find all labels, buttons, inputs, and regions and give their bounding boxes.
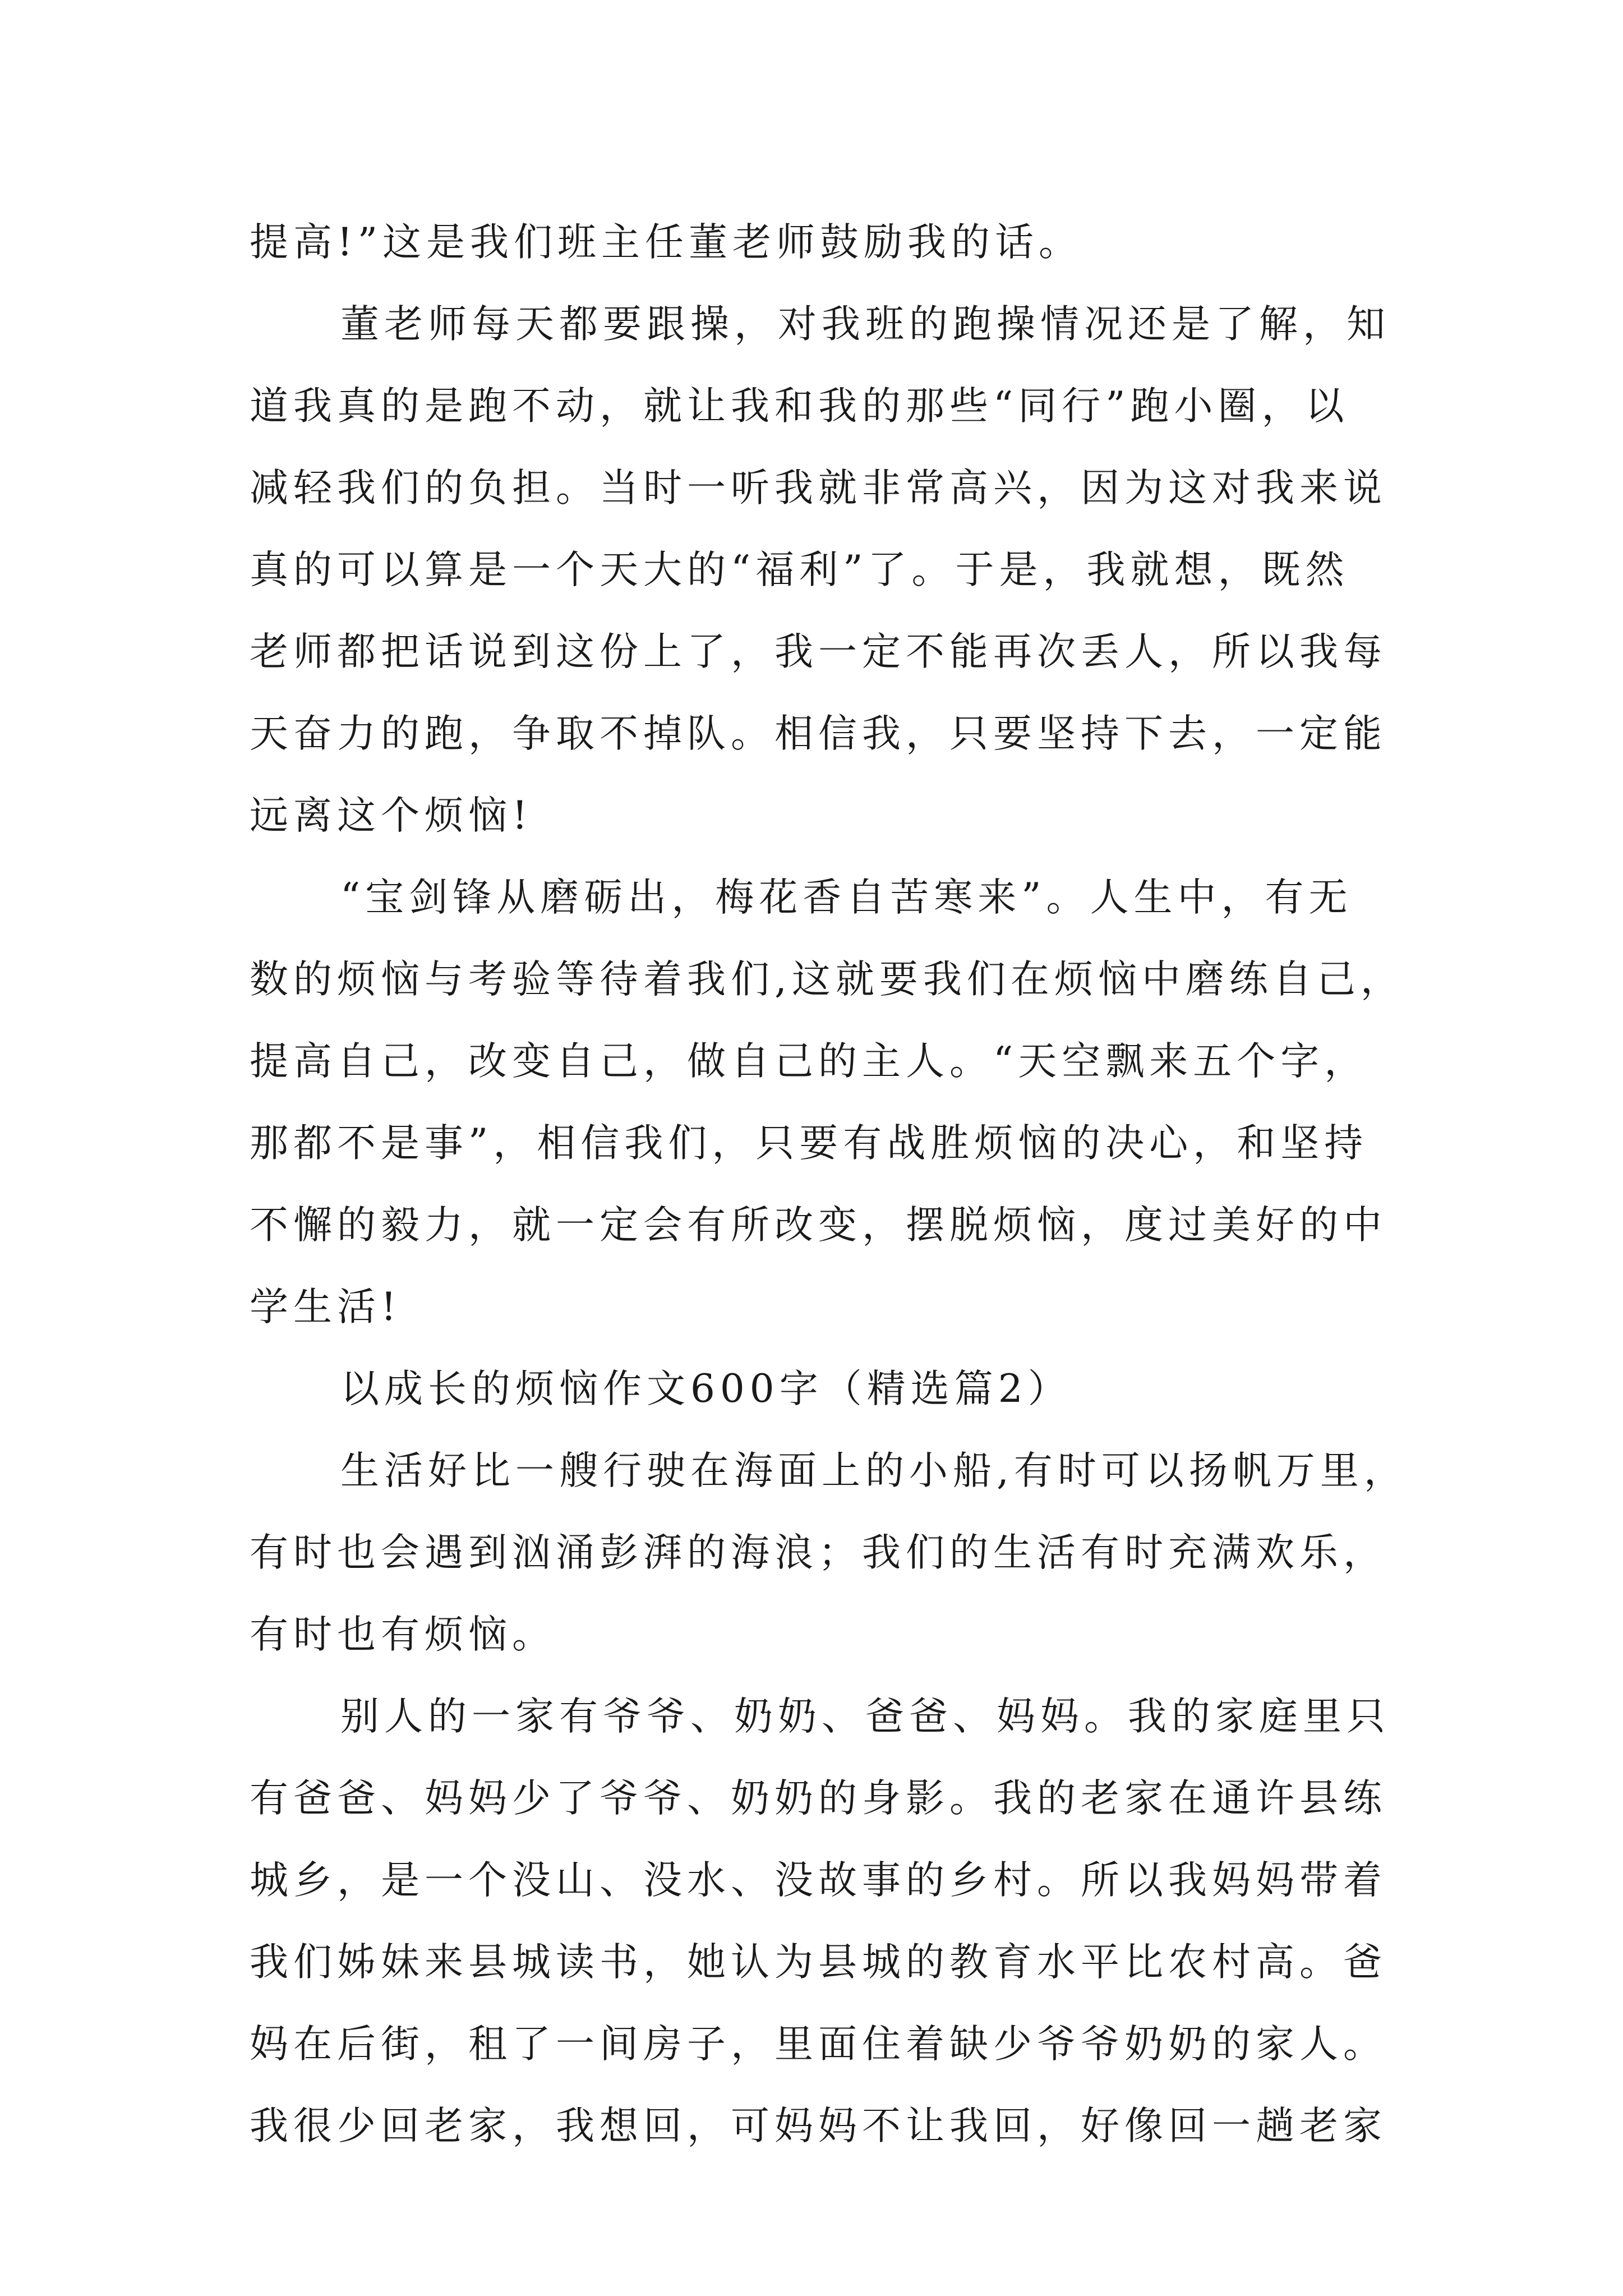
text-line-14: 学生活! [250, 1285, 402, 1329]
text-line-19: 别人的一家有爷爷、奶奶、爸爸、妈妈。我的家庭里只 [340, 1694, 1390, 1739]
text-line-7: 天奋力的跑，争取不掉队。相信我，只要坚持下去，一定能 [250, 711, 1387, 756]
text-line-21: 城乡，是一个没山、没水、没故事的乡村。所以我妈妈带着 [250, 1858, 1387, 1903]
text-line-10: 数的烦恼与考验等待着我们,这就要我们在烦恼中磨练自己， [250, 957, 1404, 1002]
text-line-13: 不懈的毅力，就一定会有所改变，摆脱烦恼，度过美好的中 [250, 1203, 1387, 1248]
text-line-3: 道我真的是跑不动，就让我和我的那些“同行”跑小圈，以 [250, 384, 1349, 429]
text-line-11: 提高自己，改变自己，做自己的主人。“天空飘来五个字， [250, 1039, 1368, 1084]
text-line-17: 有时也会遇到汹涌彭湃的海浪；我们的生活有时充满欢乐， [250, 1530, 1387, 1575]
text-line-1: 提高!”这是我们班主任董老师鼓励我的话。 [250, 220, 1083, 265]
text-line-9: “宝剑锋从磨砺出，梅花香自苦寒来”。人生中，有无 [340, 875, 1353, 920]
text-line-22: 我们姊妹来县城读书，她认为县城的教育水平比农村高。爸 [250, 1940, 1387, 1985]
text-line-8: 远离这个烦恼! [250, 793, 533, 838]
text-line-20: 有爸爸、妈妈少了爷爷、奶奶的身影。我的老家在通许县练 [250, 1776, 1387, 1821]
text-line-16: 生活好比一艘行驶在海面上的小船,有时可以扬帆万里， [340, 1448, 1408, 1493]
text-line-6: 老师都把话说到这份上了，我一定不能再次丢人，所以我每 [250, 629, 1387, 674]
section-heading: 以成长的烦恼作文600字（精选篇2） [340, 1366, 1072, 1411]
text-line-12: 那都不是事”，相信我们，只要有战胜烦恼的决心，和坚持 [250, 1121, 1368, 1166]
text-line-5: 真的可以算是一个天大的“福利”了。于是，我就想，既然 [250, 547, 1349, 592]
text-line-24: 我很少回老家，我想回，可妈妈不让我回，好像回一趟老家 [250, 2104, 1387, 2148]
text-line-4: 减轻我们的负担。当时一听我就非常高兴，因为这对我来说 [250, 466, 1387, 510]
text-line-18: 有时也有烦恼。 [250, 1612, 556, 1657]
text-line-23: 妈在后街，租了一间房子，里面住着缺少爷爷奶奶的家人。 [250, 2022, 1387, 2067]
text-line-2: 董老师每天都要跟操，对我班的跑操情况还是了解，知 [340, 302, 1390, 347]
